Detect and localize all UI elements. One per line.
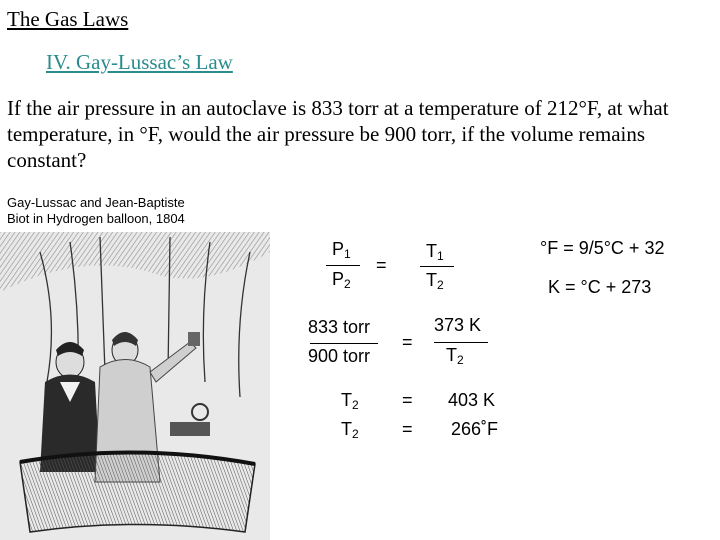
t1-symbol: T	[426, 241, 437, 261]
kelvin-conversion: K = °C + 273	[548, 277, 652, 297]
result-row-1-lhs	[341, 390, 359, 411]
formula-t1	[426, 241, 444, 262]
formula-left-fraction-bar	[326, 265, 360, 266]
result-2-subscript: 2	[352, 427, 359, 441]
problem-statement: If the air pressure in an autoclave is 833 torr at a temperature of 212°F, at what temperature, in °F, would the air pressure be 900 torr, if the volume remains constant?	[7, 96, 669, 172]
result-row-2-value: 266˚F	[451, 419, 499, 439]
substitution-denominator-left: 900 torr	[308, 346, 371, 366]
p2-subscript: 2	[344, 277, 351, 291]
t2-symbol: T	[426, 270, 437, 290]
formula-t2	[426, 270, 444, 291]
p1-symbol: P	[332, 239, 345, 259]
result-row-2-equals: =	[402, 419, 413, 439]
result-row-1-value: 403 K	[448, 390, 496, 410]
t2-denominator-symbol: T	[446, 345, 457, 365]
t1-subscript: 1	[437, 249, 444, 263]
substitution-equals: =	[402, 332, 413, 352]
formula-p1	[332, 239, 351, 260]
slide-subtitle: IV. Gay-Lussac’s Law	[46, 50, 233, 74]
slide-title: The Gas Laws	[7, 7, 129, 31]
substitution-numerator-right: 373 K	[434, 315, 482, 335]
image-caption	[7, 195, 185, 227]
t2-denominator-subscript: 2	[457, 353, 464, 367]
fahrenheit-conversion: °F = 9/5°C + 32	[540, 238, 665, 258]
substitution-right-fraction-bar	[434, 342, 488, 343]
result-2-symbol: T	[341, 419, 352, 439]
substitution-numerator-left: 833 torr	[308, 317, 371, 337]
result-row-1-equals: =	[402, 390, 413, 410]
p2-symbol: P	[332, 269, 345, 289]
result-row-2-lhs	[341, 419, 359, 440]
formula-right-fraction-bar	[420, 266, 454, 267]
substitution-left-fraction-bar	[310, 343, 378, 344]
result-1-subscript: 2	[352, 398, 359, 412]
substitution-denominator-right	[446, 345, 464, 366]
t2-subscript: 2	[437, 278, 444, 292]
caption-line-2: Biot in Hydrogen balloon, 1804	[7, 211, 185, 226]
caption-line-1: Gay-Lussac and Jean-Baptiste	[7, 195, 185, 210]
balloon-illustration	[0, 232, 270, 540]
balloon-engraving-image	[0, 232, 270, 540]
formula-p2	[332, 269, 351, 290]
result-1-symbol: T	[341, 390, 352, 410]
formula-equals: =	[376, 255, 387, 275]
p1-subscript: 1	[344, 247, 351, 261]
